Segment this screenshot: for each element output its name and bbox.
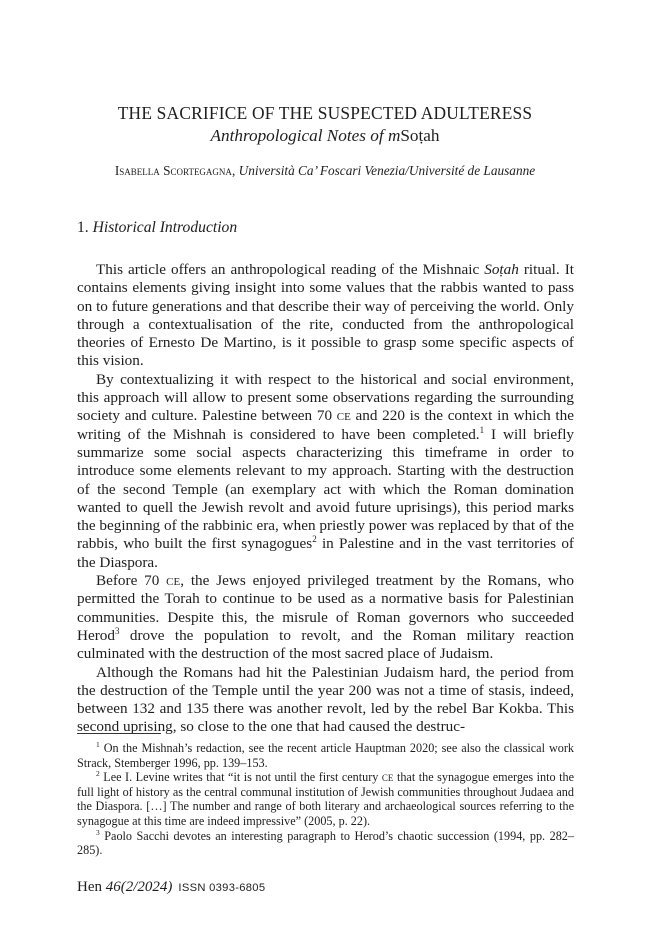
footnote-number: 3: [96, 827, 100, 837]
footnote-ref[interactable]: 2: [312, 534, 317, 545]
paragraph-2: [77, 371, 574, 572]
article-title: THE SACRIFICE OF THE SUSPECTED ADULTERESS: [117, 103, 533, 123]
text-run: drove the population to revolt, and the Roman military reaction culminated with the destruction of the most sacred place of Judaism.: [77, 626, 574, 663]
subtitle-m: m: [387, 126, 401, 145]
text-run-italic: Soṭah: [484, 261, 519, 278]
text-run: This article offers an anthropological reading of the Mishnaic: [96, 261, 485, 278]
text-run: ritual. It contains elements giving insight into some values that the rabbis wanted to pass on to future generations and that describe their way of perceiving the world. Only through a contextualisation of the rite, conducted from the anthropological theories of Ernesto De Martino, is it possible to grasp some specific aspects of this vision.: [77, 261, 574, 370]
author-line: [0, 163, 650, 179]
era-abbrev: ce: [381, 770, 394, 785]
article-subtitle: [0, 126, 650, 146]
author-separator: ,: [231, 163, 239, 178]
body-text: [77, 261, 574, 737]
subtitle-prefix: Anthropological Notes of: [210, 126, 388, 145]
journal-volume: 46(2/2024): [105, 879, 173, 895]
footnote-number: 2: [96, 769, 100, 779]
footnotes: [77, 741, 574, 858]
author-name: Isabella Scortegagna: [114, 163, 232, 178]
era-abbrev: ce: [336, 407, 351, 425]
paragraph-4: [77, 664, 574, 737]
footnote-2: [77, 770, 574, 828]
text-run: and 220 is the context in which the writing of the Mishnah is considered to have been completed.: [77, 407, 574, 443]
paragraph-1: [77, 261, 574, 371]
footnote-ref[interactable]: 3: [114, 625, 120, 636]
footnote-3: [77, 829, 574, 858]
text-run: I will briefly summarize some social aspects characterizing this timeframe in order to introduce some elements relevant to my approach. Starting with the destruction of the second Temple (an exemplary act with which the Roman domination wanted to quell the Jewish revolt and avoid future uprisings), this period marks the beginning of the rabbinic era, when priestly power was replaced by that of the rabbis, who built the first synagogues: [77, 425, 575, 553]
section-number: 1.: [77, 219, 93, 236]
footnote-divider: [77, 733, 161, 734]
paragraph-3: [77, 572, 574, 663]
footnote-text: Paolo Sacchi devotes an interesting paragraph to Herod’s chaotic succession (1994, pp. 282–285).: [77, 828, 574, 858]
footnote-number: 1: [96, 740, 100, 749]
journal-name: Hen: [77, 879, 106, 895]
section-heading: [77, 219, 237, 237]
text-run: By contextualizing it with respect to the historical and social environment, this approach will allow to present some observations regarding the surrounding society and culture. Palestine between 70: [77, 370, 574, 425]
text-run: Although the Romans had hit the Palestinian Judaism hard, the period from the destruction of the Temple until the year 200 was not a time of stasis, indeed, between 132 and 135 there was another revolt, led by the rebel Bar Kokba. This second uprising, so close to the one that had caused the destruc-: [77, 663, 574, 736]
text-run: Before 70: [96, 572, 167, 590]
text-run: in Palestine and in the vast territories of the Diaspora.: [77, 535, 574, 571]
footnote-ref[interactable]: 1: [479, 424, 485, 435]
text-run: , the Jews enjoyed privileged treatment by the Romans, who permitted the Torah to continue to be used as a normative basis for Palestinian communities. Despite this, the misrule of Roman governors who succeeded Herod: [77, 572, 574, 644]
era-abbrev: ce: [166, 572, 181, 590]
page-footer: [77, 879, 265, 896]
footnote-text: Lee I. Levine writes that “it is not until the first century: [99, 770, 382, 785]
footnote-text: On the Mishnah’s redaction, see the recent article Hauptman 2020; see also the classical work Strack, Stemberger 1996, pp. 139–153.: [77, 741, 574, 770]
footnote-1: [77, 741, 574, 770]
footnote-text: that the synagogue emerges into the full light of history as the central communal institution of Jewish communities throughout Judaea and the Diaspora. […] The number and range of both literary and archaeological sources referring to the synagogue at this time are indeed impressive” (2005, p. 22).: [77, 770, 575, 828]
journal-issn: ISSN 0393-6805: [178, 882, 266, 894]
author-affiliation: Università Ca’ Foscari Venezia/Université de Lausanne: [238, 163, 536, 178]
section-title: Historical Introduction: [92, 219, 238, 236]
subtitle-tractate: Soṭah: [400, 126, 440, 145]
